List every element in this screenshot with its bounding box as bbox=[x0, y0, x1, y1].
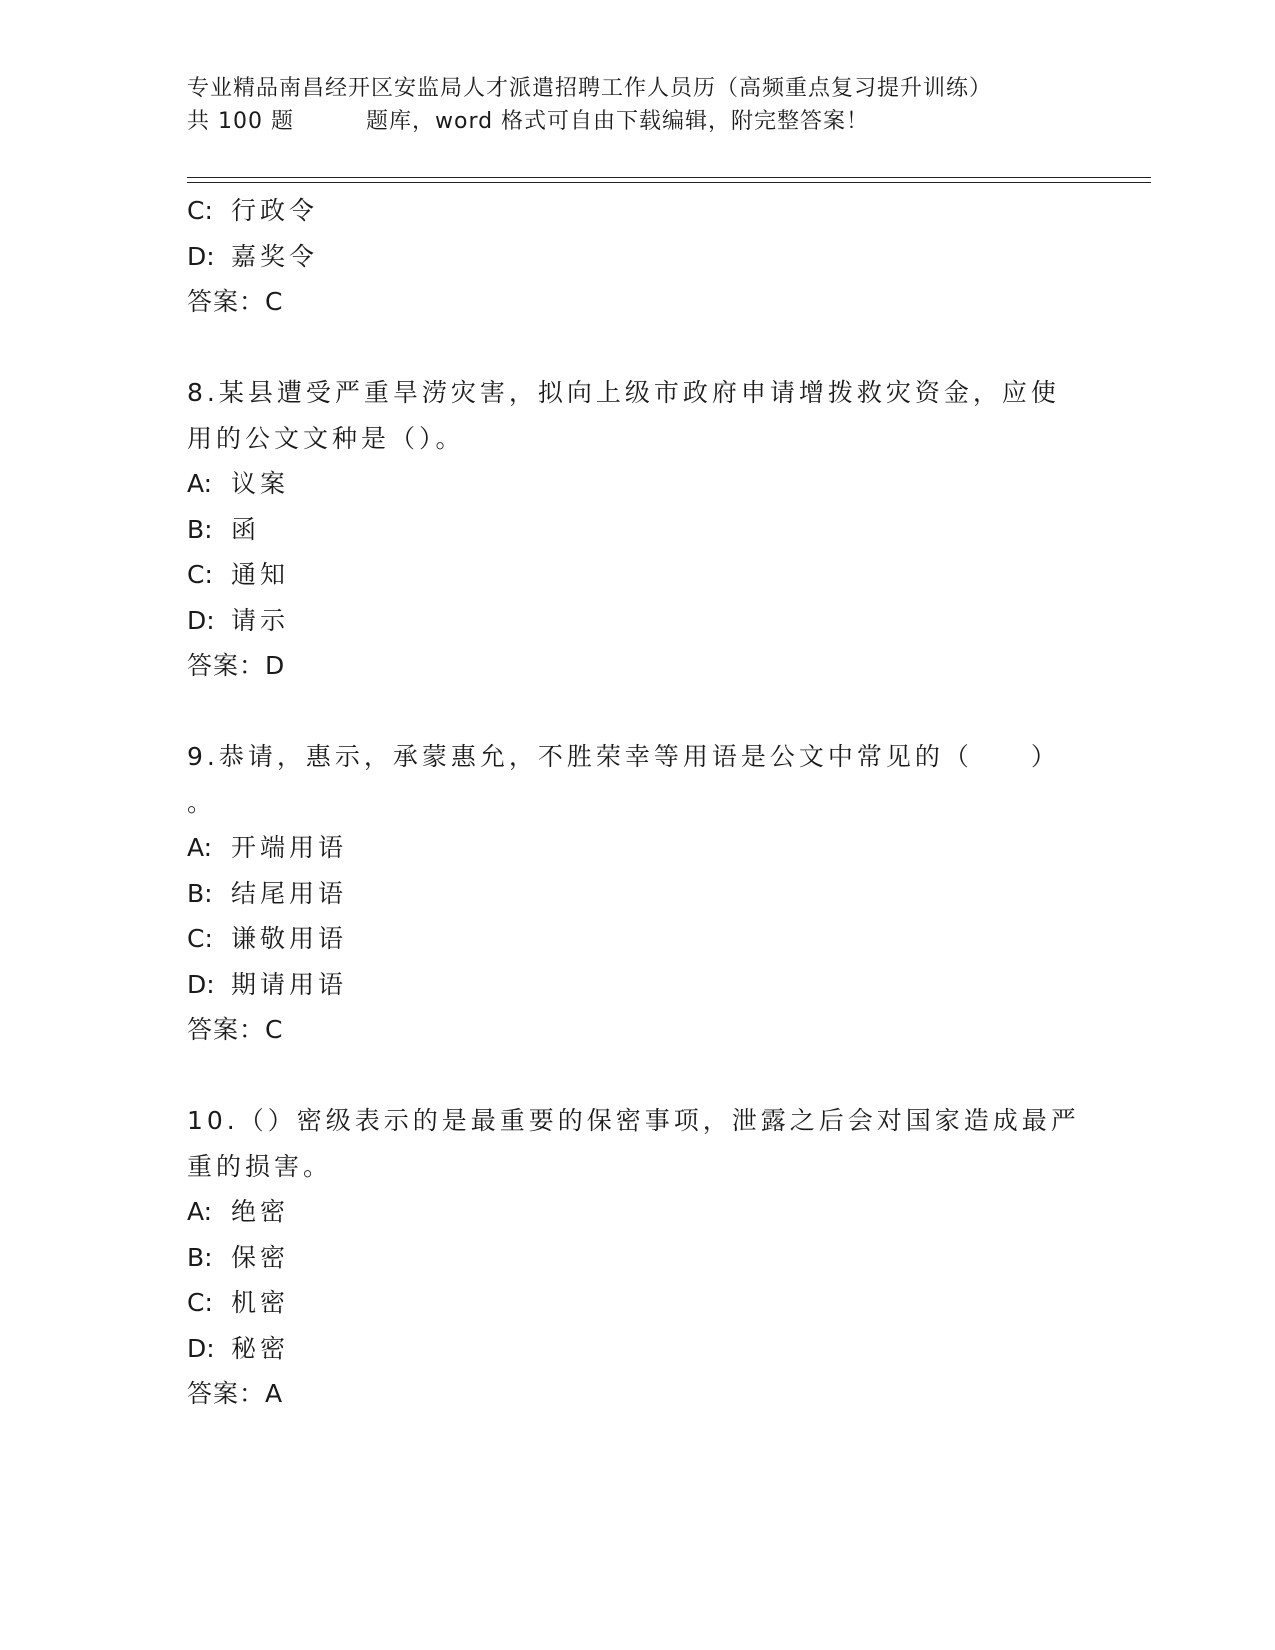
option-a: A: 开端用语 bbox=[187, 833, 348, 862]
option-c: C: 谦敬用语 bbox=[187, 924, 348, 953]
answer-line: 答案：C bbox=[187, 287, 284, 316]
option-d: D: 秘密 bbox=[187, 1333, 290, 1363]
option-a: A: 议案 bbox=[187, 469, 290, 498]
answer-line: 答案：D bbox=[187, 651, 286, 680]
option-d: D: 期请用语 bbox=[187, 969, 348, 999]
option-b: B: 结尾用语 bbox=[187, 878, 348, 908]
header-divider-top bbox=[187, 177, 1151, 178]
answer-line: 答案：A bbox=[187, 1379, 284, 1408]
question-stem-continued: 重的损害。 bbox=[187, 1151, 333, 1181]
question-stem: 9.恭请，惠示，承蒙惠允，不胜荣幸等用语是公文中常见的（ ） bbox=[187, 742, 1060, 771]
option-a: A: 绝密 bbox=[187, 1197, 290, 1226]
header-description: 题库，word 格式可自由下载编辑，附完整答案！ bbox=[365, 109, 870, 134]
header-divider-bottom bbox=[187, 182, 1151, 183]
question-stem: 8.某县遭受严重旱涝灾害，拟向上级市政府申请增拨救灾资金，应使 bbox=[187, 378, 1060, 407]
question-list bbox=[187, 188, 1087, 1417]
header-subtitle bbox=[187, 105, 1147, 138]
question-7-tail bbox=[187, 188, 1087, 325]
option-b: B: 保密 bbox=[187, 1242, 290, 1272]
question-8 bbox=[187, 370, 1087, 689]
answer-line: 答案：C bbox=[187, 1015, 284, 1044]
option-d: D: 嘉奖令 bbox=[187, 241, 319, 271]
question-stem: 10.（）密级表示的是最重要的保密事项，泄露之后会对国家造成最严 bbox=[187, 1106, 1080, 1135]
question-stem-continued: 用的公文文种是（）。 bbox=[187, 423, 465, 453]
option-b: B: 函 bbox=[187, 514, 261, 544]
option-c: C: 行政令 bbox=[187, 196, 319, 225]
option-c: C: 通知 bbox=[187, 560, 290, 589]
header-question-count: 共 100 题 bbox=[187, 109, 294, 134]
question-9 bbox=[187, 734, 1087, 1053]
header-title: 专业精品南昌经开区安监局人才派遣招聘工作人员历（高频重点复习提升训练） bbox=[187, 76, 993, 101]
question-10 bbox=[187, 1098, 1087, 1417]
question-stem-continued: 。 bbox=[187, 787, 217, 817]
option-d: D: 请示 bbox=[187, 605, 290, 635]
option-c: C: 机密 bbox=[187, 1288, 290, 1317]
document-header bbox=[187, 72, 1147, 138]
